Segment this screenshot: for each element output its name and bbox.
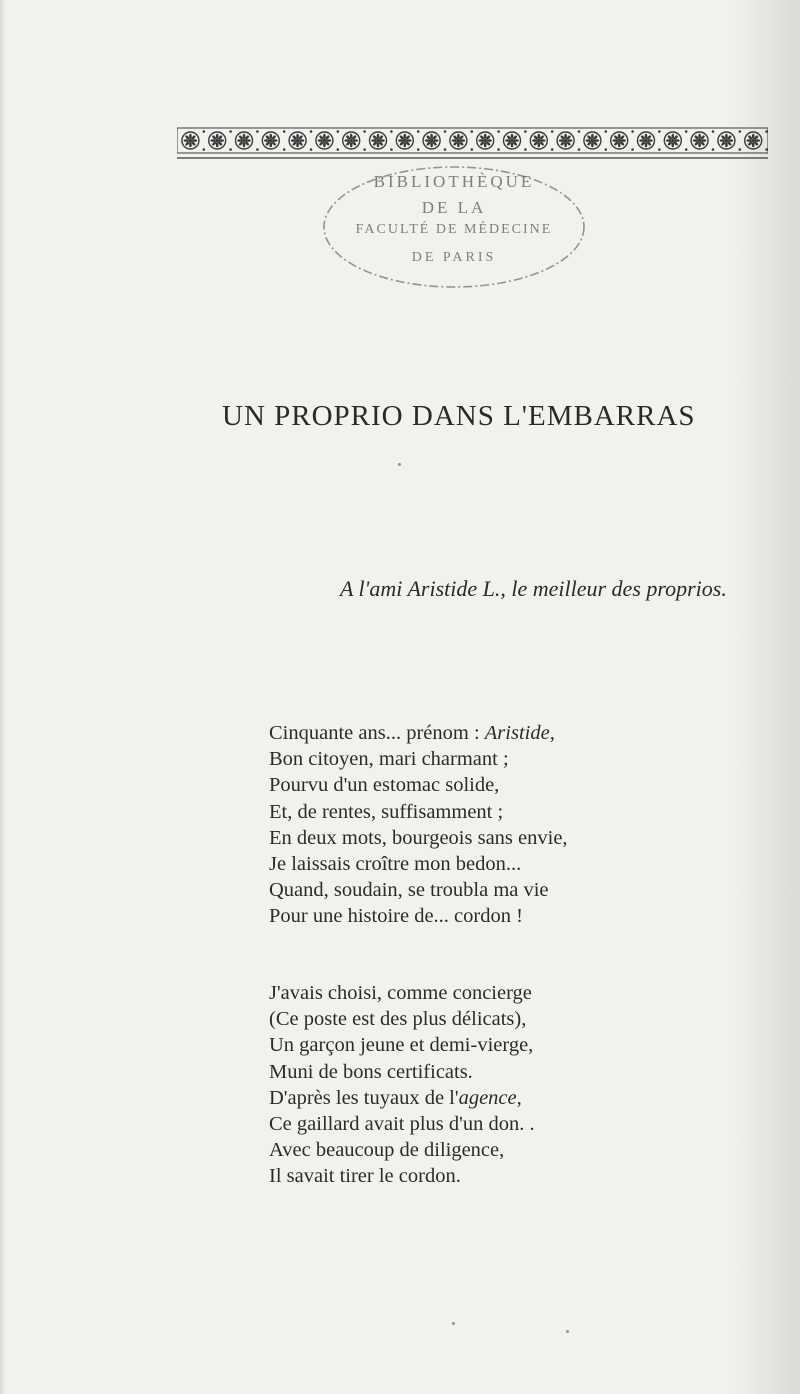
ornament-rosette [745,130,768,151]
ornament-rosette [477,130,500,151]
ornament-rosette [584,130,607,151]
paper-speck [566,1330,569,1333]
poem-verse: Je laissais croître mon bedon... [269,852,522,875]
ornament-rosette [236,130,259,151]
ornament-rosette [182,130,205,151]
ornament-rosette [557,130,580,151]
ornament-rosette [504,130,527,151]
poem-verse: Avec beaucoup de diligence, [269,1139,505,1162]
page-edge-shadow-left [0,0,6,1394]
decorative-header-band [177,126,768,160]
ornament-rosette [396,130,419,151]
ornament-rosette [370,130,393,151]
poem-stanza [269,980,709,1190]
poem-verse: J'avais choisi, comme concierge [269,982,532,1004]
ornament-rosette [691,130,714,151]
poem-verse: Muni de bons certificats. [269,1060,473,1083]
ornament-rosette [343,130,366,151]
poem-verse: Quand, soudain, se troubla ma vie [269,879,549,902]
poem-verse: Pour une histoire de... cordon ! [269,905,523,928]
ornament-rosette [423,130,446,151]
stamp-text-line: FACULTÉ DE MÉDECINE [355,222,553,237]
poem-verse: Ce gaillard avait plus d'un don. . [269,1112,535,1135]
ornament-rosette [289,130,312,151]
poem-verse: Pourvu d'un estomac solide, [269,774,500,797]
ornament-rosette [718,130,741,151]
poem-verse: Cinquante ans... prénom : Aristide, [269,722,555,744]
poem-stanza [269,720,709,930]
dedication: A l'ami Aristide L., le meilleur des proprios. [340,576,727,601]
floral-border-ornament [177,126,768,160]
ornament-rosette [262,130,285,151]
ornament-rosette [530,130,553,151]
ornament-rosette [209,130,232,151]
poem-verse: Bon citoyen, mari charmant ; [269,748,509,771]
ornament-rosette [450,130,473,151]
stamp-text-line: DE LA [421,198,487,217]
ornament-rosette [664,130,687,151]
poem-verse: Un garçon jeune et demi-vierge, [269,1034,534,1057]
poem-verse: D'après les tuyaux de l'agence, [269,1086,522,1109]
poem-verse: Il savait tirer le cordon. [269,1165,461,1188]
library-stamp [318,160,590,294]
poem-verse: En deux mots, bourgeois sans envie, [269,826,568,849]
page-title: UN PROPRIO DANS L'EMBARRAS [222,400,696,432]
page-edge-shadow-right [730,0,800,1394]
ornament-rosette [316,130,339,151]
paper-speck [398,463,401,466]
poem-verse: (Ce poste est des plus délicats), [269,1008,527,1031]
ornament-rosette [611,130,634,151]
paper-speck [452,1322,455,1325]
poem-verse: Et, de rentes, suffisamment ; [269,800,504,823]
stamp-text-line: BIBLIOTHÈQUE [373,172,535,191]
ornament-rosette [638,130,661,151]
stamp-text-line: DE PARIS [411,250,497,265]
